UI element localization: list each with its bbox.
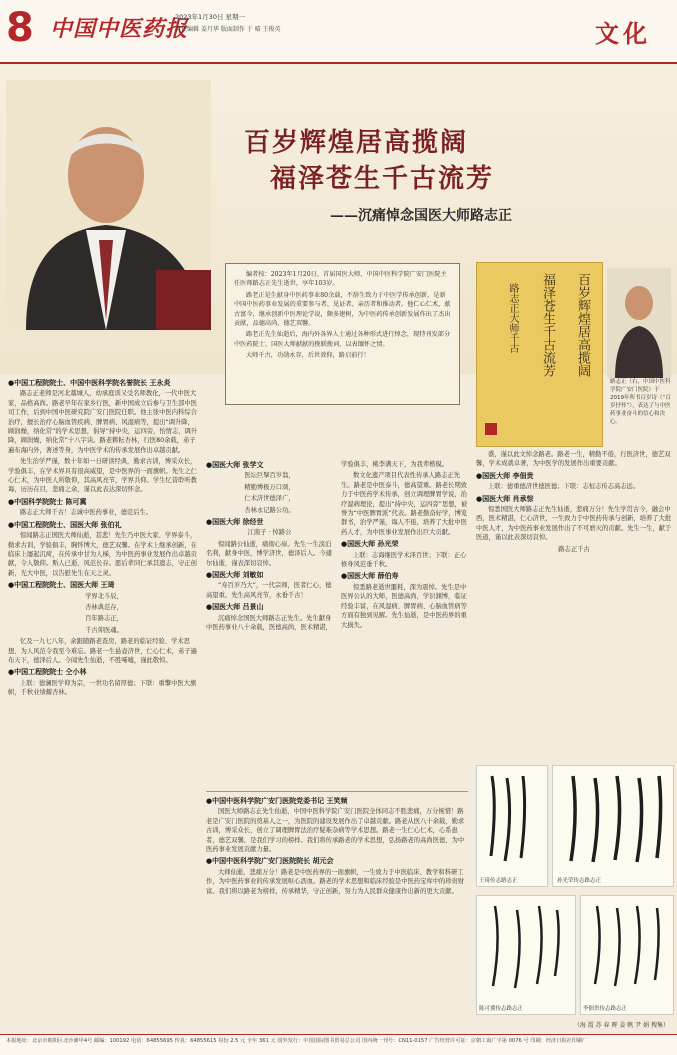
tribute-body: 国医大师路志正先生仙逝，中国中医科学院广安门医院全体同志不胜悲痛，万分惋惜！路老是广安门医院的奠基人之一，为医院的建设发展作出了卓越贡献。路老从医八十余载，勤求古训，博采众长，创立了调理脾胃法治疗疑难杂病等学术思想。路老一生仁心仁术，心系患者，德艺双馨，是我们学习的榜样。我们将传承路老的学术思想，弘扬路老的高尚医德，为中医药事业发展贡献力量。 (206, 808, 465, 854)
portrait-photo (6, 80, 211, 330)
tribute-heading: ●中国工程院院士 仝小林 (8, 667, 87, 677)
calligraphy-image (476, 765, 548, 887)
tribute-heading: ●中国工程院院士、中国中医科学院名誉院长 王永炎 (8, 378, 171, 387)
section-title: 文化 (595, 19, 651, 48)
tribute-body: 数文化遗产项目代表性传承人路志正先生。路老是中医泰斗，德高望重。路老长期致力于中医药学术传承，创立调理脾胃学说，治疗湿病理论，提出“持中央，运四旁”思想，被誉为“中医脾胃派”代表。路老勤奋好学，博览群书，治学严谨，诲人不倦，培养了大批中医药人才，为中医事业发展作出巨大贡献。 (341, 472, 468, 536)
poem-line: 学界北斗辰， (85, 592, 123, 600)
tribute-closing: 路志正千古 (558, 545, 590, 553)
tribute-body: 盛，谨以此文悼念路老。路老一生，精勤不倦，行医济世，德艺双馨，学术成就卓著，为中医学的发展作出重要贡献。 (476, 451, 671, 468)
poem-line: 千古仰医魂。 (85, 626, 123, 634)
tribute-heading: ●国医大师 张学文 (206, 460, 264, 469)
tribute-body: 沉痛悼念国医大师路志正先生。先生献身中医药事业八十余载，医德高尚，医术精湛，学验俱丰，桃李满天下，为我辈楷模。 (206, 461, 449, 632)
tribute-heading: ●中国中医科学院广安门医院党委书记 王笑频 (206, 796, 348, 805)
editor-note-paragraph: 路老正是生献身中医药事业80余载，不辞生致力于中医学传承创新，是新中国中医药事业发展的重要参与者、见证者、亲历者和推动者。他仁心仁术，献古富今，继承创新中医理论学说，颇多建树，为中医药传承创新发展作出了杰出贡献，品德高尚，德艺双馨。 (234, 291, 451, 328)
calligraphy-strokes (553, 766, 673, 874)
tribute-subtitle: 江南子 · 悼路公 (247, 529, 292, 537)
editor-note-paragraph: 大师千古，功勋永存，后世效仰，路启前行！ (246, 352, 370, 360)
poem-line: 杏林永记路公功。 (244, 506, 295, 514)
column-right (476, 450, 672, 760)
footer: 本报地址：北京市朝阳区北沙滩甲4号 邮编：100192 电话：64855695 传真：64855615 每份 2.5 元 全年 361 元 国外发行：中国国际图书贸易总公司 国内统一刊号：CN11-0157 广告经营许可证：京朝工商广字第 0076 号 印刷：经济日报社印刷厂 (0, 1034, 677, 1055)
tribute-body: 上联：德澜医学仰为宗，一世功名留厚德；下联：重擎中医大旗帜，千秋业绩耀杏林。 (8, 679, 197, 697)
tribute-heading: ●国医大师 李佃贵 (476, 470, 534, 480)
poem-line: 仁术济世德泽广， (244, 495, 295, 503)
image-caption: 王琦传志路志正 (479, 878, 518, 884)
tribute-body: “寿百岁乃大”，一代宗师，医者仁心，德高望重。先生高风亮节，永垂千古！ (206, 582, 332, 599)
tribute-body: 上联：志海继医学术泽百世；下联：正心修身风范垂千秋。 (341, 551, 467, 569)
calligraphy-main (476, 262, 603, 447)
seal-stamp (485, 423, 497, 435)
tribute-body: 惊闻路志正国医大师仙逝，甚悲！先生乃中医大家、学界泰斗，勤求古训，学验俱丰，胸怀博大，德艺双馨。在学术上继承创新，在临床上屡起沉疴，在传承中甘为人梯，为中医药事业发展作出卓越贡献，令人敬仰。斯人已逝，风范长存。愿后辈同仁承其遗志，守正创新，光大中医，以告慰先生在天之灵。 (8, 532, 197, 577)
tribute-body: 先生治学严谨，数十年如一日研读经典，勤求古训，博采众长，学验俱丰，在学术界具有很高威望，是中医界的一面旗帜。先生之仁心仁术，为中医人所敬仰，其高风亮节，学界共仰。学生忆昔聆听教诲，历历在目，悲痛之余，谨以此表达深切怀念。 (8, 458, 197, 494)
calligraphy-strokes (477, 896, 575, 1002)
tribute-body: 忆及一九七八年，余跟随路老查房，路老的临证经验、学术思想、为人风范令我至今难忘。路老一生悬壶济世，仁心仁术，弟子遍布天下，德泽后人。今闻先生仙逝，不胜唏嘘，谨此敬悼。 (8, 638, 197, 664)
calligraphy-image (580, 895, 674, 1015)
poem-line: 精勤博极万口颂， (244, 483, 295, 491)
tribute-heading: ●中国工程院院士、国医大师 王琦 (8, 580, 115, 590)
section-divider (206, 791, 468, 792)
tribute-body: 路志正老师是河北藁城人，幼承庭训又受名师教化，一代中医大家，品格高尚。路老早年在家乡行医，新中国成立后参与卫生部中医司工作，后到中国中医研究院广安门医院任职。他主张中医内科综合治疗，擅长治疗心脑血管疾病、脾胃病、风湿病等，提出“调升降，顾润燥，纳化常”的学术思想，倡导“持中央，运四旁，怡情志，调升降，顾润燥，纳化常”十八字诀。路老耕耘杏林，行医80余载，弟子遍布海内外，著述等身，为中医学术的传承发展作出卓越贡献。 (8, 390, 198, 454)
editor-note-box (225, 263, 460, 405)
calligraphy-strokes (477, 766, 547, 874)
tribute-body: 大师仙逝，悲痛万分！路老是中医药界的一面旗帜，一生致力于中医临床、教学和科研工作，为中医药事业的传承发展呕心沥血。路老的学术思想和临床经验是中医药宝库中的珍贵财富。我们将以路老为榜样，传承精华，守正创新，努力为人民群众健康作出新的更大贡献。 (206, 868, 465, 895)
calligraphy-strokes (581, 896, 673, 1002)
tribute-body: 路志正大师千古！志诚中医药事业，德范后生。 (20, 509, 153, 517)
tribute-heading: ●国医大师 薛伯寿 (341, 571, 399, 581)
calligraphy-image (552, 765, 674, 887)
column-left (8, 378, 200, 1033)
tribute-heading: ●国医大师 孙光荣 (341, 539, 399, 549)
page-number: 8 (6, 5, 34, 51)
poem-line: 百年路志正， (85, 615, 123, 623)
tribute-heading: ●国医大师 肖承悰 (476, 493, 534, 503)
image-caption: 陈可冀传志路志正 (479, 1006, 524, 1012)
date-line: 2023年1月30日 星期一 (175, 13, 246, 21)
calligraphy-line: 百岁辉煌居高揽阔 (575, 273, 590, 377)
tribute-heading: ●国医大师 徐经世 (206, 517, 264, 527)
image-caption: 孙光荣传志路志正 (557, 878, 602, 884)
calligraphy-portrait-photo (607, 268, 671, 378)
credit-line: （海 霞 苏 春 晖 姜 帆 尹 娟 搜集） (573, 1022, 669, 1029)
tribute-heading: ●国医大师 吕景山 (206, 602, 264, 612)
calligraphy-image (476, 895, 576, 1015)
tribute-heading: ●中国中医科学院广安门医院院长 胡元会 (206, 856, 334, 866)
tribute-heading: ●中国科学院院士 陈可冀 (8, 496, 87, 506)
tribute-body: 惊闻路公仙逝，痛彻心扉。先生一生淡泊名利，献身中医，博学济世，德泽后人。今遽尔仙逝，谨表深切哀悼。 (206, 540, 332, 567)
editor-note-paragraph: 编者按：2023年1月20日，首届国医大师、中国中医科学院广安门医院主任医师路志正先生逝世，享年103岁。 (234, 271, 447, 288)
tribute-body: 惊悉路老逝世噩耗，深为震悼。先生是中医界公认的大师，医德高尚，学识渊博，临证经验丰富，在风湿病、脾胃病、心脑血管病等方面有独到见解。先生仙逝，是中医药界的重大损失。 (341, 583, 467, 629)
tribute-body: 上联：德重德济世德医德；下联：志恒志传志高志远。 (488, 483, 640, 491)
poem-line: 医坛巨擘百岁翁， (244, 472, 295, 480)
poem-line: 杏林典范存， (85, 603, 123, 611)
article-title-line2: 福泽苍生千古流芳 (270, 164, 495, 194)
editor-note-paragraph: 路老正先生仙逝后，海内外各界人士通过各种形式进行悼念，现特刊发部分中医药院士、国医大师献献的挽联挽词，以表缅怀之情。 (234, 331, 451, 348)
calligraphy-caption: 路志正（右，中国中医科学院广安门医院）于2019年所书百岁诗（“百岁抒怀”），表达了与中医药事业奋斗的信心和决心。 (610, 379, 671, 425)
newspaper-name: 中国中医药报 (50, 16, 189, 42)
article-subtitle: ——沉痛悼念国医大师路志正 (330, 208, 512, 224)
image-caption: 李佃贵传志路志正 (583, 1006, 628, 1012)
column-bottom (206, 796, 468, 1026)
column-middle (206, 460, 468, 790)
calligraphy-line: 路志正大师千古 (507, 283, 518, 353)
editors-line: 责任编辑 姜月华 版面制作 于 晴 王俊英 (175, 26, 281, 33)
calligraphy-line: 福泽苍生千古流芳 (540, 273, 555, 377)
tribute-body: 惊悉国医大师路志正先生仙逝，悲痛万分！先生学贯古今，融会中西，医术精湛，仁心济世，一生致力于中医药传承与创新，培养了大批中医人才，为中医药事业发展作出了不可磨灭的贡献。先生一生，献于医道，谨以此表深切哀悼。 (476, 506, 672, 542)
tribute-heading: ●国医大师 刘敏如 (206, 570, 264, 580)
tribute-heading: ●中国工程院院士、国医大师 张伯礼 (8, 519, 122, 529)
article-title-line1: 百岁辉煌居高揽阔 (244, 128, 469, 158)
